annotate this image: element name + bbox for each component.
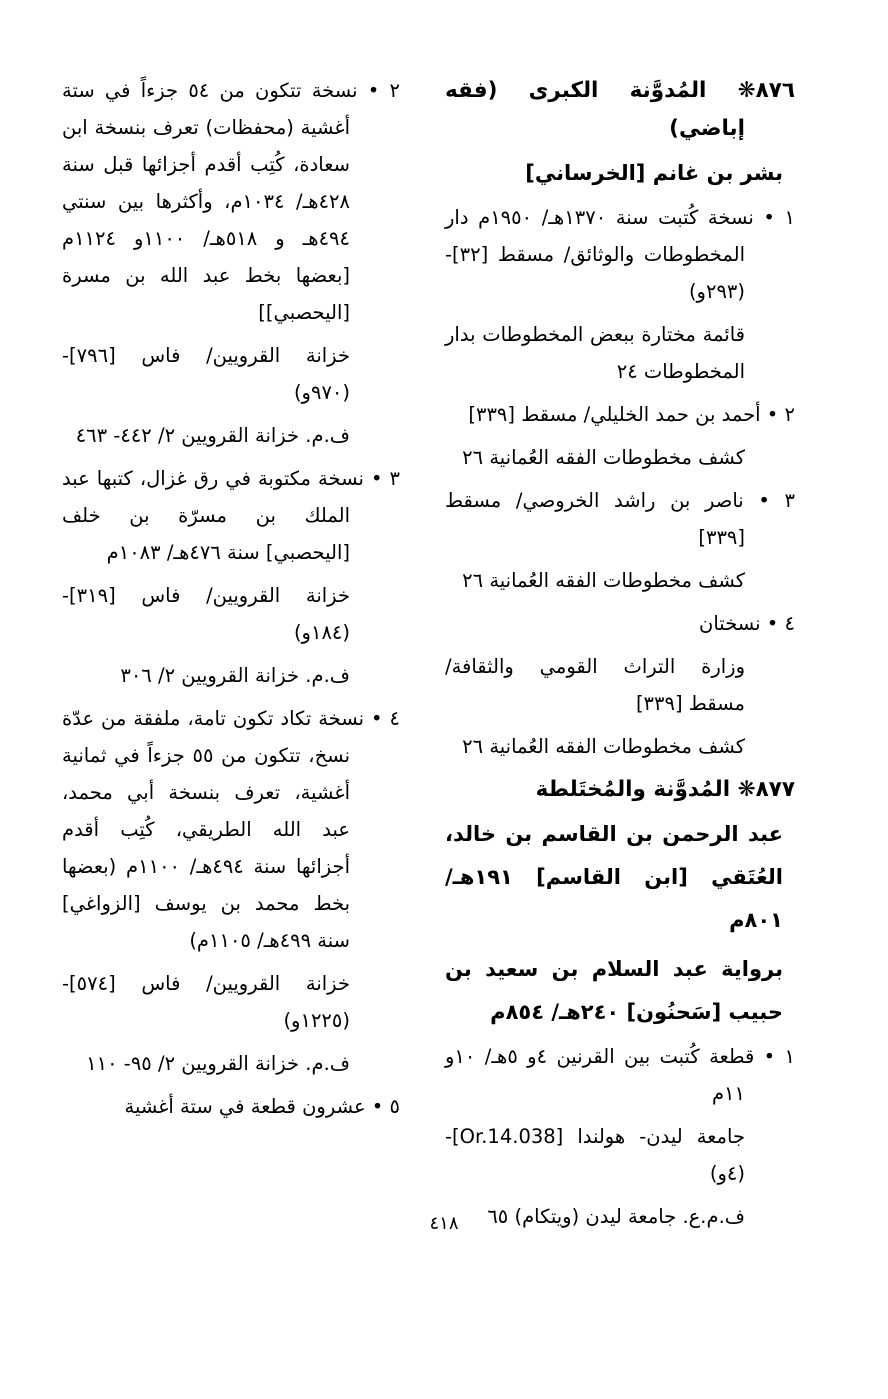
entry-narrator: برواية عبد السلام بن سعيد بن حبيب [سَحنُون] ٢٤٠هـ/ ٨٥٤م [445, 957, 783, 1024]
location-line: جامعة ليدن- هولندا [Or.14.038]- (٤و) [445, 1125, 745, 1185]
entry-author: عبد الرحمن بن القاسم بن خالد، العُتَقي [ابن القاسم] ١٩١هـ/ ٨٠١م [445, 822, 783, 932]
manuscript-item: ٢ • نسخة تتكون من ٥٤ جزءاً في ستة أغشية (محفظات) تعرف بنسخة ابن سعادة، كُتِب أقدم أجزائها قبل سنة ٤٢٨هـ/ ١٠٣٤م، وأكثرها بين سنتي ٤٩٤هـ و ٥١٨هـ/ ١١٠٠و ١١٢٤م [بعضها بخط عبد الله بن مسرة [اليحصبي]] [62, 79, 401, 324]
manuscript-item: ٣ • ناصر بن راشد الخروصي/ مسقط [٣٣٩] [445, 489, 795, 549]
manuscript-item: ٤ • نسخة تكاد تكون تامة، ملفقة من عدّة نسخ، تتكون من ٥٥ جزءاً في ثمانية أغشية، تعرف بنسخة أبي محمد، عبد الله الطريقي، كُتِب أقدم أجزائها سنة ٤٩٤هـ/ ١١٠٠م (بعضها بخط محمد بن يوسف [الزواغي] سنة ٤٩٩هـ/ ١١٠٥م) [62, 707, 400, 952]
reference-line: كشف مخطوطات الفقه العُمانية ٢٦ [462, 735, 745, 758]
right-column [445, 72, 795, 1241]
reference-line: قائمة مختارة ببعض المخطوطات بدار المخطوطات ٢٤ [445, 323, 745, 383]
reference-line: ف.م. خزانة القرويين ٢/ ٩٥- ١١٠ [86, 1052, 350, 1075]
location-line: خزانة القرويين/ فاس [٥٧٤]- (١٢٢٥و) [62, 972, 350, 1032]
location-line: وزارة التراث القومي والثقافة/ مسقط [٣٣٩] [445, 655, 745, 715]
reference-line: كشف مخطوطات الفقه العُمانية ٢٦ [462, 569, 745, 592]
manuscript-item: ٢ • أحمد بن حمد الخليلي/ مسقط [٣٣٩] [468, 403, 795, 426]
manuscript-item: ١ • نسخة كُتبت سنة ١٣٧٠هـ/ ١٩٥٠م دار المخطوطات والوثائق/ مسقط [٣٢]- (٢٩٣و) [445, 206, 795, 303]
manuscript-item: ١ • قطعة كُتبت بين القرنين ٤و ٥هـ/ ١٠و ١١م [445, 1045, 795, 1105]
entry-heading-876: ٨٧٦❋ المُدوَّنة الكبرى (فقه إباضي) [445, 78, 795, 141]
page-number: ٤١٨ [429, 1213, 459, 1234]
reference-line: ف.م. خزانة القرويين ٢/ ٣٠٦ [120, 664, 350, 687]
reference-line: كشف مخطوطات الفقه العُمانية ٢٦ [462, 446, 745, 469]
manuscript-item: ٤ • نسختان [699, 612, 795, 635]
reference-line: ف.م.ع. جامعة ليدن (ويتكام) ٦٥ [487, 1205, 745, 1228]
manuscript-item: ٥ • عشرون قطعة في ستة أغشية [124, 1095, 400, 1118]
entry-author: بشر بن غانم [الخرساني] [525, 161, 783, 185]
manuscript-item: ٣ • نسخة مكتوبة في رق غزال، كتبها عبد الملك بن مسرّة بن خلف [اليحصبي] سنة ٤٧٦هـ/ ١٠٨٣م [62, 467, 400, 564]
reference-line: ف.م. خزانة القرويين ٢/ ٤٤٢- ٤٦٣ [75, 424, 350, 447]
location-line: خزانة القرويين/ فاس [٧٩٦]- (٩٧٠و) [62, 344, 350, 404]
location-line: خزانة القرويين/ فاس [٣١٩]- (١٨٤و) [62, 584, 350, 644]
entry-heading-877: ٨٧٧❋ المُدوَّنة والمُختَلطة [535, 777, 795, 802]
left-column [62, 72, 400, 1131]
